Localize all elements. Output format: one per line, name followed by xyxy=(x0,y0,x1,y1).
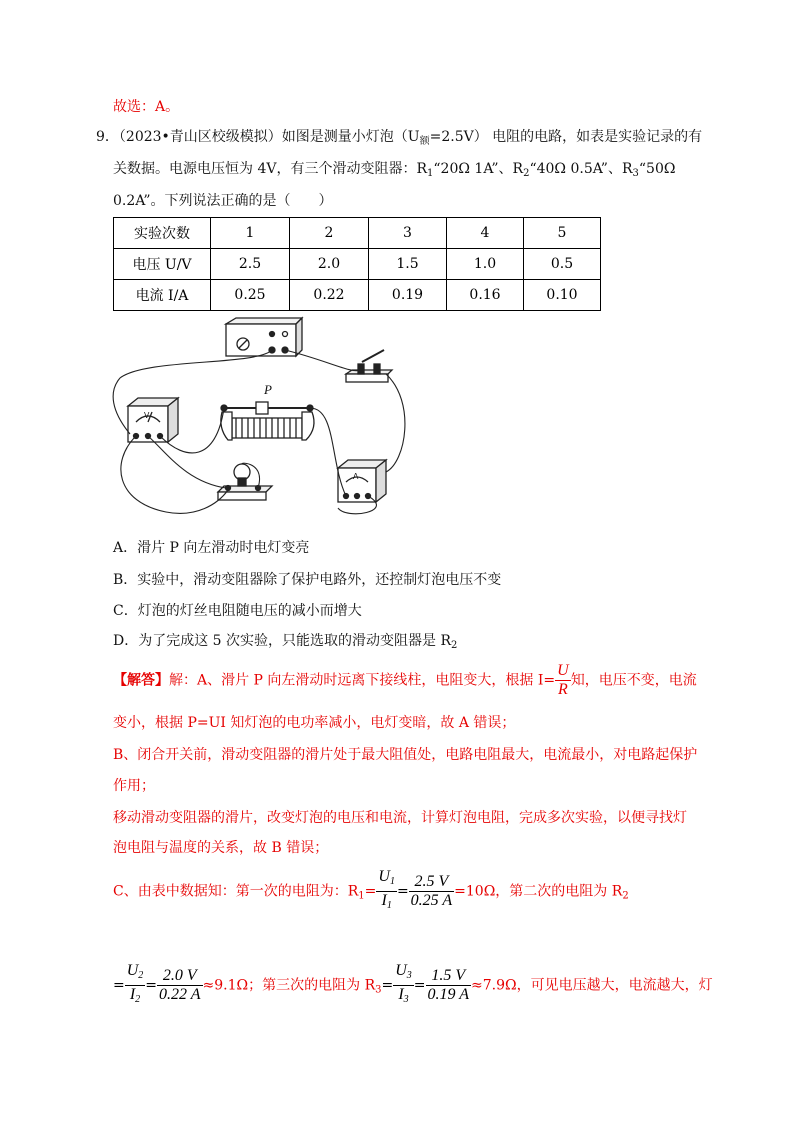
option-a: A．滑片 P 向左滑动时电灯变亮 xyxy=(113,540,310,556)
formula-r1-numeric xyxy=(409,873,454,910)
subscript: 3 xyxy=(375,984,382,996)
table-cell: 2.5 xyxy=(211,249,290,280)
table-header-cell: 4 xyxy=(447,218,524,249)
solution-text: 知，电压不变，电流 xyxy=(570,672,697,689)
subscript: 3 xyxy=(406,970,412,981)
table-cell: 0.10 xyxy=(524,280,601,311)
power-supply xyxy=(226,318,302,356)
subscript: 2 xyxy=(622,890,629,902)
voltmeter-label: V xyxy=(144,411,150,420)
formula-r3-numeric xyxy=(426,967,471,1004)
fraction-denominator: I xyxy=(381,892,387,909)
fraction-denominator: I xyxy=(129,986,136,1003)
question-line-3: 0.2A”。下列说法正确的是（ ） xyxy=(113,193,333,209)
table-cell: 0.16 xyxy=(447,280,524,311)
subscript: 额 xyxy=(419,136,430,147)
table-header-row xyxy=(114,218,601,249)
table-cell: 0.19 xyxy=(369,280,447,311)
fraction-numerator: 2.5 V xyxy=(409,873,454,892)
formula-u-over-r xyxy=(555,662,571,699)
formula-r3-symbolic xyxy=(393,962,414,1009)
fraction-denominator: 0.19 A xyxy=(427,986,469,1003)
table-cell: 2.0 xyxy=(290,249,369,280)
subscript: 1 xyxy=(389,876,395,887)
slider-label: P xyxy=(264,382,272,397)
voltmeter xyxy=(128,398,178,442)
previous-answer: 故选：A。 xyxy=(113,99,180,115)
formula-r2-numeric xyxy=(157,967,202,1004)
solution-line-3: B、闭合开关前，滑动变阻器的滑片处于最大阻值处，电路电阻最大，电流最小，对电路起保护 xyxy=(113,747,698,763)
table-cell: 1.5 xyxy=(369,249,447,280)
rheostat xyxy=(221,402,314,440)
option-b: B．实验中，滑动变阻器除了保护电路外，还控制灯泡电压不变 xyxy=(113,572,502,588)
subscript: 2 xyxy=(138,970,144,981)
subscript: 2 xyxy=(135,994,141,1005)
fraction-denominator: 0.22 A xyxy=(159,986,201,1003)
switch xyxy=(346,350,392,382)
fraction-numerator: 2.0 V xyxy=(157,967,202,986)
option-text: D．为了完成这 5 次实验，只能选取的滑动变阻器是 R xyxy=(113,633,452,649)
subscript: 1 xyxy=(386,900,392,911)
table-cell: 1.0 xyxy=(447,249,524,280)
solution-line-2: 变小，根据 P=UI 知灯泡的电功率减小，电灯变暗，故 A 错误； xyxy=(113,715,516,731)
fraction-numerator: U xyxy=(126,962,139,979)
question-number: 9． xyxy=(96,129,119,145)
question-text: （2023•青山区校级模拟）如图是测量小灯泡（U xyxy=(118,129,420,145)
table-row xyxy=(114,280,601,311)
fraction-denominator: I xyxy=(398,986,404,1003)
table-header-cell: 2 xyxy=(290,218,369,249)
question-line-1 xyxy=(96,126,702,147)
solution-line-5: 移动滑动变阻器的滑片，改变灯泡的电压和电流，计算灯泡电阻，完成多次实验，以便寻找灯 xyxy=(113,810,687,826)
table-header-cell: 实验次数 xyxy=(114,218,211,249)
solution-line-4: 作用； xyxy=(113,778,155,794)
option-c: C．灯泡的灯丝电阻随电压的减小而增大 xyxy=(113,603,362,619)
question-text: “20Ω 1A”、R xyxy=(433,161,524,177)
subscript: 1 xyxy=(427,168,434,179)
ammeter xyxy=(338,460,386,502)
table-cell: 0.5 xyxy=(524,249,601,280)
solution-text: 解：A、滑片 P 向左滑动时远离下接线柱，电阻变大，根据 I= xyxy=(169,672,556,689)
subscript: 2 xyxy=(451,640,458,651)
table-header-cell: 1 xyxy=(211,218,290,249)
circuit-diagram xyxy=(106,312,422,524)
solution-tag: 【解答】 xyxy=(113,672,169,689)
table-cell: 电压 U/V xyxy=(114,249,211,280)
solution-line-6: 泡电阻与温度的关系，故 B 错误； xyxy=(113,840,329,856)
option-d xyxy=(113,630,457,651)
subscript: 3 xyxy=(403,994,409,1005)
solution-text: ≈9.1Ω；第三次的电阻为 R xyxy=(202,977,376,994)
table-cell: 电流 I/A xyxy=(114,280,211,311)
subscript: 3 xyxy=(632,168,639,179)
table-header-cell: 3 xyxy=(369,218,447,249)
question-text: 关数据。电源电压恒为 4V，有三个滑动变阻器：R xyxy=(113,161,428,177)
subscript: 2 xyxy=(523,168,530,179)
subscript: 1 xyxy=(358,890,365,902)
table-cell: 0.22 xyxy=(290,280,369,311)
solution-line-1 xyxy=(113,662,697,696)
fraction-denominator: 0.25 A xyxy=(410,892,453,909)
solution-text: =10Ω，第二次的电阻为 R xyxy=(454,883,623,900)
question-text: =2.5V） 电阻的电路，如表是实验记录的有 xyxy=(429,129,703,145)
fraction-numerator: U xyxy=(557,662,569,679)
table-cell: 0.25 xyxy=(211,280,290,311)
table-header-cell: 5 xyxy=(524,218,601,249)
fraction-denominator: R xyxy=(558,681,568,698)
fraction-numerator: 1.5 V xyxy=(426,967,471,986)
fraction-numerator: U xyxy=(395,962,407,979)
experiment-table xyxy=(113,217,601,311)
question-text: “50Ω xyxy=(638,161,676,177)
question-text: “40Ω 0.5A”、R xyxy=(529,161,633,177)
solution-text: C、由表中数据知：第一次的电阻为：R xyxy=(113,883,359,900)
solution-line-7: C、由表中数据知：第一次的电阻为：$R_1=$ $\frac{U_1}{I_1}$ = $\frac{2.5 V}{0.25 A}$ =10Ω，第二次的电阻为 $R_2$ xyxy=(113,868,629,912)
formula-r1-symbolic xyxy=(376,868,397,915)
solution-line-8: = $\frac{U_2}{I_2}$ = $\frac{2.0 V}{0.22 A}$ ≈9.1Ω；第三次的电阻为 $R_3=$ $\frac{U_3}{I_3}$ = $\frac{1.5 V}{0.19 A}$ ≈7.9Ω，可见电压越大，电流越大，灯 xyxy=(113,962,713,1006)
fraction-numerator: U xyxy=(378,868,390,885)
question-line-2 xyxy=(113,158,675,179)
formula-r2-symbolic xyxy=(125,962,146,1009)
solution-text: ≈7.9Ω，可见电压越大，电流越大，灯 xyxy=(471,977,713,994)
ammeter-label: A xyxy=(353,472,359,481)
lamp-holder xyxy=(218,464,272,500)
table-row xyxy=(114,249,601,280)
